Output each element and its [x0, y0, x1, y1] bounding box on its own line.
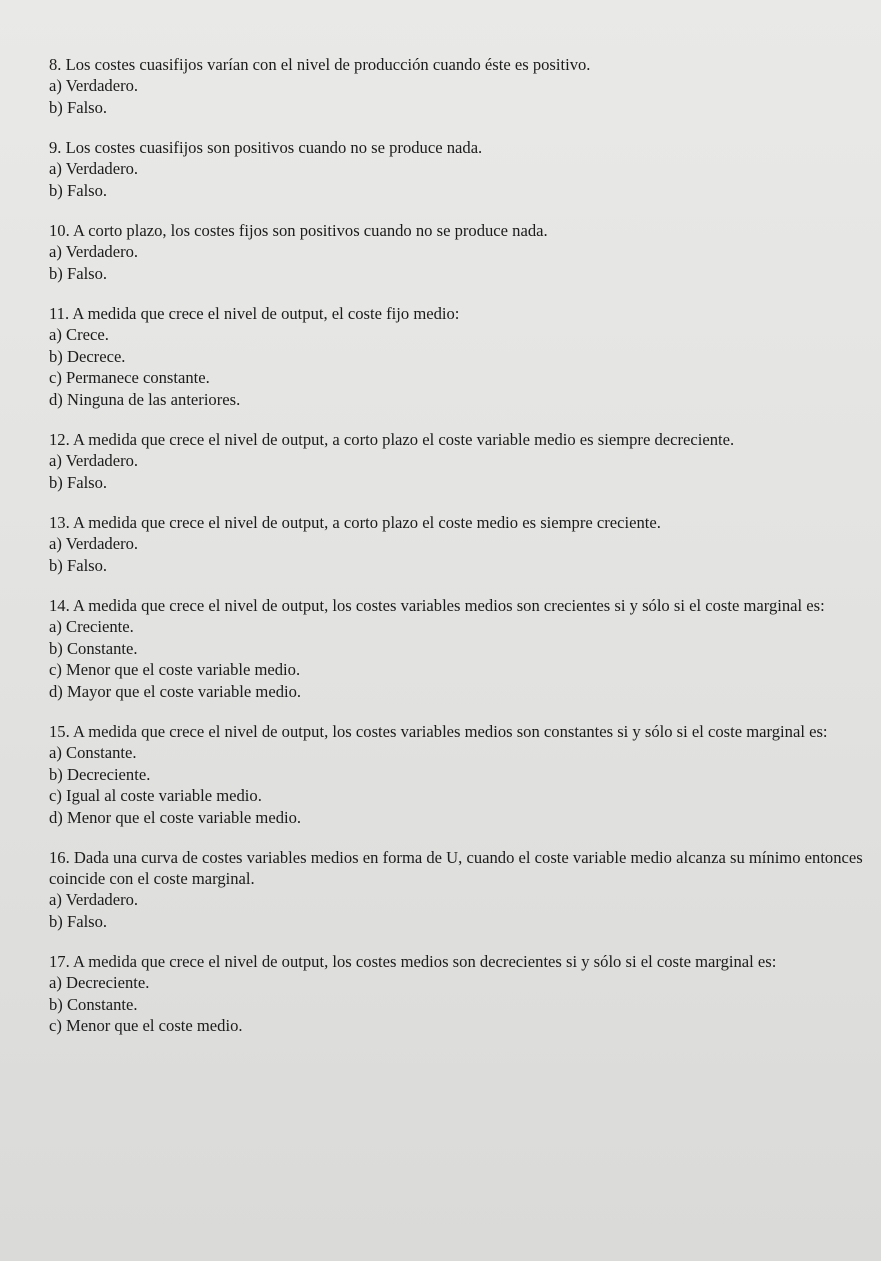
question-9 — [49, 137, 871, 201]
question-10 — [49, 220, 871, 284]
option-b: b) Constante. — [49, 638, 138, 658]
option-b: b) Falso. — [49, 555, 108, 575]
option-b: b) Falso. — [49, 180, 108, 200]
option-d: d) Ninguna de las anteriores. — [49, 389, 241, 409]
question-16 — [49, 847, 871, 932]
question-14 — [49, 595, 871, 702]
question-13 — [49, 512, 871, 576]
option-b: b) Decreciente. — [49, 764, 151, 784]
option-b: b) Falso. — [49, 263, 108, 283]
option-a: a) Verdadero. — [49, 76, 139, 95]
option-c: c) Igual al coste variable medio. — [49, 786, 262, 805]
option-b: b) Constante. — [49, 994, 138, 1014]
option-a: a) Verdadero. — [49, 890, 139, 909]
option-a: a) Decreciente. — [49, 973, 150, 992]
option-a: a) Verdadero. — [49, 242, 139, 261]
question-text: 15. A medida que crece el nivel de output, los costes variables medios son constantes si y sólo si el coste marginal es: — [49, 722, 828, 741]
question-8 — [49, 54, 871, 118]
question-text: 11. A medida que crece el nivel de output, el coste fijo medio: — [49, 304, 460, 323]
option-b: b) Decrece. — [49, 346, 126, 366]
question-text: 16. Dada una curva de costes variables medios en forma de U, cuando el coste variable medio alcanza su mínimo entonces coincide con el coste marginal. — [49, 848, 863, 888]
question-15 — [49, 721, 871, 828]
question-text: 8. Los costes cuasifijos varían con el nivel de producción cuando éste es positivo. — [49, 55, 591, 74]
question-17 — [49, 951, 871, 1037]
option-a: a) Verdadero. — [49, 451, 139, 470]
option-c: c) Menor que el coste medio. — [49, 1016, 243, 1035]
question-text: 10. A corto plazo, los costes fijos son positivos cuando no se produce nada. — [49, 221, 548, 240]
option-a: a) Crece. — [49, 325, 109, 344]
question-text: 13. A medida que crece el nivel de output, a corto plazo el coste medio es siempre creciente. — [49, 513, 661, 532]
option-b: b) Falso. — [49, 911, 108, 931]
option-a: a) Verdadero. — [49, 159, 139, 178]
option-c: c) Menor que el coste variable medio. — [49, 660, 301, 679]
option-c: c) Permanece constante. — [49, 368, 210, 387]
option-d: d) Menor que el coste variable medio. — [49, 807, 302, 827]
option-d: d) Mayor que el coste variable medio. — [49, 681, 302, 701]
option-b: b) Falso. — [49, 97, 108, 117]
option-a: a) Verdadero. — [49, 534, 139, 553]
option-a: a) Creciente. — [49, 617, 134, 636]
question-text: 9. Los costes cuasifijos son positivos cuando no se produce nada. — [49, 138, 483, 157]
question-text: 14. A medida que crece el nivel de output, los costes variables medios son crecientes si y sólo si el coste marginal es: — [49, 596, 825, 615]
option-b: b) Falso. — [49, 472, 108, 492]
question-12 — [49, 429, 871, 493]
option-a: a) Constante. — [49, 743, 137, 762]
question-11 — [49, 303, 871, 410]
question-text: 12. A medida que crece el nivel de output, a corto plazo el coste variable medio es siempre decreciente. — [49, 430, 735, 449]
question-text: 17. A medida que crece el nivel de output, los costes medios son decrecientes si y sólo si el coste marginal es: — [49, 952, 777, 971]
